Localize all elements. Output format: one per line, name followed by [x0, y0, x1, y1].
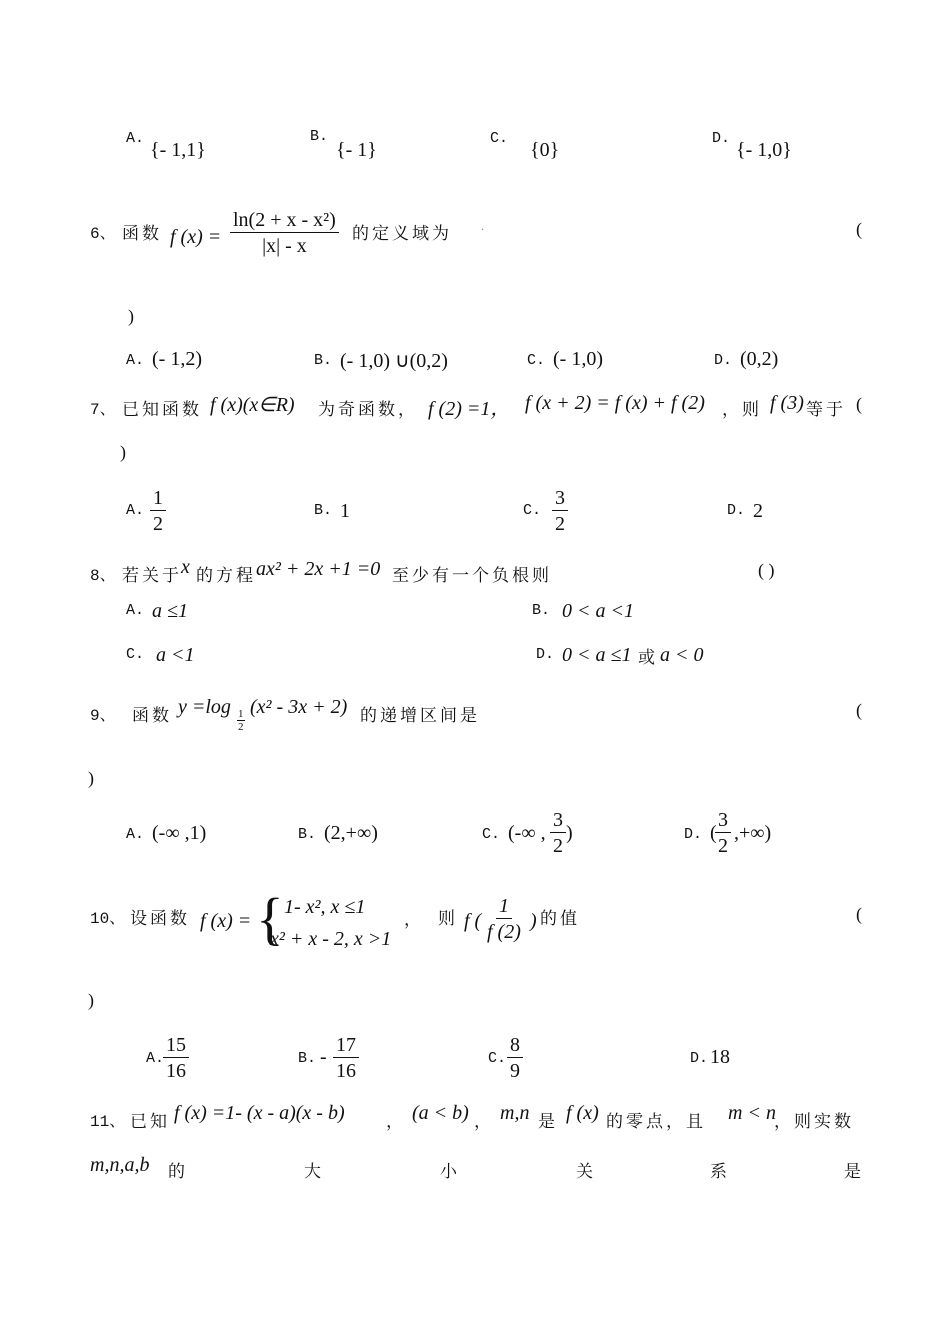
q7-option-d-value: 2 [753, 500, 763, 522]
q9-option-c-label: C. [482, 826, 501, 843]
q9-log-base [237, 708, 245, 733]
q11-line2-word-5: 系 [710, 1162, 730, 1182]
q11-text-3: 的零点，且 [606, 1112, 706, 1132]
q10-option-a-fraction [163, 1033, 189, 1084]
q5-option-a-label: A. [126, 130, 145, 147]
q10-option-c-numerator: 8 [507, 1033, 523, 1058]
q6-option-d-label: D. [714, 352, 733, 369]
q9-word: 函数 [132, 706, 172, 726]
q9-number: 9、 [90, 707, 116, 725]
q5-option-a-value: {- 1,1} [150, 139, 206, 161]
q11-text-1: 已知 [130, 1112, 170, 1132]
q10-fraction-denominator: f (2) [487, 921, 521, 943]
q8-text-2: 的方程 [196, 566, 256, 586]
q7-paren-open: ( [856, 394, 862, 414]
q9-option-a-value: (-∞ ,1) [152, 822, 207, 844]
q10-option-b-denominator: 16 [336, 1060, 356, 1082]
q10-option-b-sign: - [320, 1046, 327, 1068]
q11-expr-3: m,n [500, 1102, 530, 1124]
q5-option-d-label: D. [712, 130, 731, 147]
q9-option-d-denominator: 2 [715, 832, 731, 859]
q10-lhs: f (x) = [200, 910, 252, 932]
q10-paren-close: ) [88, 990, 94, 1010]
q11-line2-word-1: 的 [168, 1162, 188, 1182]
q10-comma: ， [404, 910, 424, 930]
q6-option-c-label: C. [527, 352, 546, 369]
q10-word: 设函数 [130, 909, 190, 929]
q11-comma-2: ， [474, 1112, 494, 1132]
q6-lhs: f (x) = [170, 226, 222, 248]
q11-text-4: ，则实数 [774, 1112, 854, 1132]
q9-option-d-pre: ( [710, 822, 717, 844]
q9-option-c-post: ) [566, 822, 573, 844]
q11-line2-word-4: 关 [576, 1162, 596, 1182]
q9-option-d-post: ,+∞) [734, 822, 772, 844]
q9-option-d-fraction [715, 808, 731, 859]
q8-option-b-label: B. [532, 602, 551, 619]
q7-option-c-fraction [552, 486, 568, 537]
q11-number: 11、 [90, 1113, 126, 1131]
q6-option-a-value: (- 1,2) [152, 348, 202, 370]
q7-text-4: 等于 [806, 400, 846, 420]
q8-text-1: 若关于 [122, 566, 182, 586]
q6-fraction-denominator: |x| - x [262, 235, 307, 257]
q8-option-d-value-2: a < 0 [660, 644, 704, 666]
q8-option-a-label: A. [126, 602, 145, 619]
q8-option-d-or: 或 [638, 648, 658, 668]
q10-then: 则 [438, 909, 458, 929]
q6-dot: . [481, 222, 485, 233]
q9-option-d-label: D. [684, 826, 703, 843]
q11-expr-5: m < n [728, 1102, 776, 1124]
q9-option-d-numerator: 3 [718, 809, 728, 831]
q10-option-c-label: C. [488, 1050, 507, 1067]
q7-option-a-fraction [150, 486, 166, 537]
q10-case-2: x² + x - 2, x >1 [270, 928, 392, 950]
q10-f-post: ) [530, 910, 537, 932]
q7-number: 7、 [90, 401, 116, 419]
q9-paren-open: ( [856, 700, 862, 720]
q6-option-b-value: (- 1,0) ∪(0,2) [340, 350, 448, 372]
q7-expr-1: f (x)(x∈R) [210, 394, 295, 416]
q11-line2-word-6: 是 [844, 1162, 864, 1182]
q6-option-b-label: B. [314, 352, 333, 369]
q6-paren-close: ) [128, 306, 134, 326]
q5-option-b-label: B. [310, 128, 329, 145]
q6-option-d-value: (0,2) [740, 348, 779, 370]
q7-option-a-denominator: 2 [153, 513, 163, 535]
q8-option-c-value: a <1 [156, 644, 195, 666]
q9-option-b-value: (2,+∞) [324, 822, 378, 844]
q8-option-c-label: C. [126, 646, 145, 663]
q11-expr-2: (a < b) [412, 1102, 469, 1124]
q7-expr-4: f (3) [770, 392, 804, 414]
q10-option-a-denominator: 16 [166, 1060, 186, 1082]
q7-text-3: ，则 [722, 400, 762, 420]
q8-expr-1: x [181, 556, 190, 578]
q7-option-d-label: D. [727, 502, 746, 519]
q7-option-b-label: B. [314, 502, 333, 519]
q8-option-d-label: D. [536, 646, 555, 663]
q8-option-d-value: 0 < a ≤1 [562, 644, 632, 666]
q10-fraction [484, 894, 524, 945]
q7-text-2: 为奇函数， [318, 400, 418, 420]
q10-option-c-denominator: 9 [510, 1060, 520, 1082]
q8-expr-2: ax² + 2x +1 =0 [256, 558, 381, 580]
q9-text: 的递增区间是 [360, 706, 480, 726]
q6-word: 函数 [122, 224, 162, 244]
q10-option-d-value: 18 [710, 1046, 730, 1068]
q10-option-d-label: D. [690, 1050, 709, 1067]
q11-expr-1: f (x) =1- (x - a)(x - b) [174, 1102, 345, 1124]
q6-option-c-value: (- 1,0) [553, 348, 603, 370]
q11-expr-4: f (x) [566, 1102, 599, 1124]
q9-paren-close: ) [88, 768, 94, 788]
q11-comma-1: ， [386, 1112, 406, 1132]
q10-option-a-numerator: 15 [163, 1033, 189, 1058]
q10-number: 10、 [90, 910, 126, 928]
q9-log-base-num: 1 [238, 708, 244, 720]
q8-number: 8、 [90, 567, 116, 585]
q7-option-c-numerator: 3 [552, 486, 568, 511]
q7-option-c-label: C. [523, 502, 542, 519]
q6-option-a-label: A. [126, 352, 145, 369]
q10-text: 的值 [540, 909, 580, 929]
q10-case-1: 1- x², x ≤1 [284, 896, 366, 918]
q7-option-a-label: A. [126, 502, 145, 519]
q9-option-c-pre: (-∞ , [508, 822, 546, 844]
q7-option-a-numerator: 1 [150, 486, 166, 511]
q9-expr-arg: (x² - 3x + 2) [250, 696, 348, 718]
q9-option-c-fraction [550, 808, 566, 859]
q8-paren: ( ) [758, 560, 775, 580]
q11-line2-word-3: 小 [440, 1162, 460, 1182]
q6-number: 6、 [90, 225, 116, 243]
q6-text: 的定义域为 [352, 224, 452, 244]
q10-option-c-fraction [507, 1033, 523, 1084]
q11-line2-expr: m,n,a,b [90, 1154, 150, 1176]
q10-paren-open: ( [856, 904, 862, 924]
q9-log-base-den: 2 [238, 721, 244, 733]
q8-option-a-value: a ≤1 [152, 600, 188, 622]
q5-option-d-value: {- 1,0} [736, 139, 792, 161]
q5-option-c-label: C. [490, 130, 509, 147]
q9-option-b-label: B. [298, 826, 317, 843]
q10-fraction-numerator: 1 [496, 894, 512, 919]
q10-option-b-fraction [333, 1033, 359, 1084]
q9-option-a-label: A. [126, 826, 145, 843]
q10-option-b-label: B. [298, 1050, 317, 1067]
q11-text-2: 是 [538, 1112, 558, 1132]
q5-option-c-value: {0} [530, 139, 560, 161]
q7-expr-3: f (x + 2) = f (x) + f (2) [525, 392, 705, 414]
q7-text-1: 已知函数 [122, 400, 202, 420]
q10-brace: { [256, 886, 284, 951]
q9-option-c-numerator: 3 [553, 809, 563, 831]
q9-option-c-denominator: 2 [550, 832, 566, 859]
q8-option-b-value: 0 < a <1 [562, 600, 634, 622]
q7-paren-close: ) [120, 442, 126, 462]
q6-fraction-numerator: ln(2 + x - x²) [230, 208, 339, 233]
q6-paren-open: ( [856, 219, 862, 239]
q7-expr-2: f (2) =1， [428, 398, 511, 420]
q7-option-c-denominator: 2 [555, 513, 565, 535]
q11-line2-word-2: 大 [304, 1162, 324, 1182]
q10-option-b-numerator: 17 [333, 1033, 359, 1058]
q8-text-3: 至少有一个负根则 [392, 566, 552, 586]
q10-option-a-label: A. [146, 1050, 165, 1067]
q5-option-b-value: {- 1} [336, 139, 377, 161]
q6-fraction [230, 208, 339, 259]
q9-expr-log: y =log [178, 696, 231, 718]
q10-f-pre: f ( [464, 910, 482, 932]
q7-option-b-value: 1 [340, 500, 350, 522]
